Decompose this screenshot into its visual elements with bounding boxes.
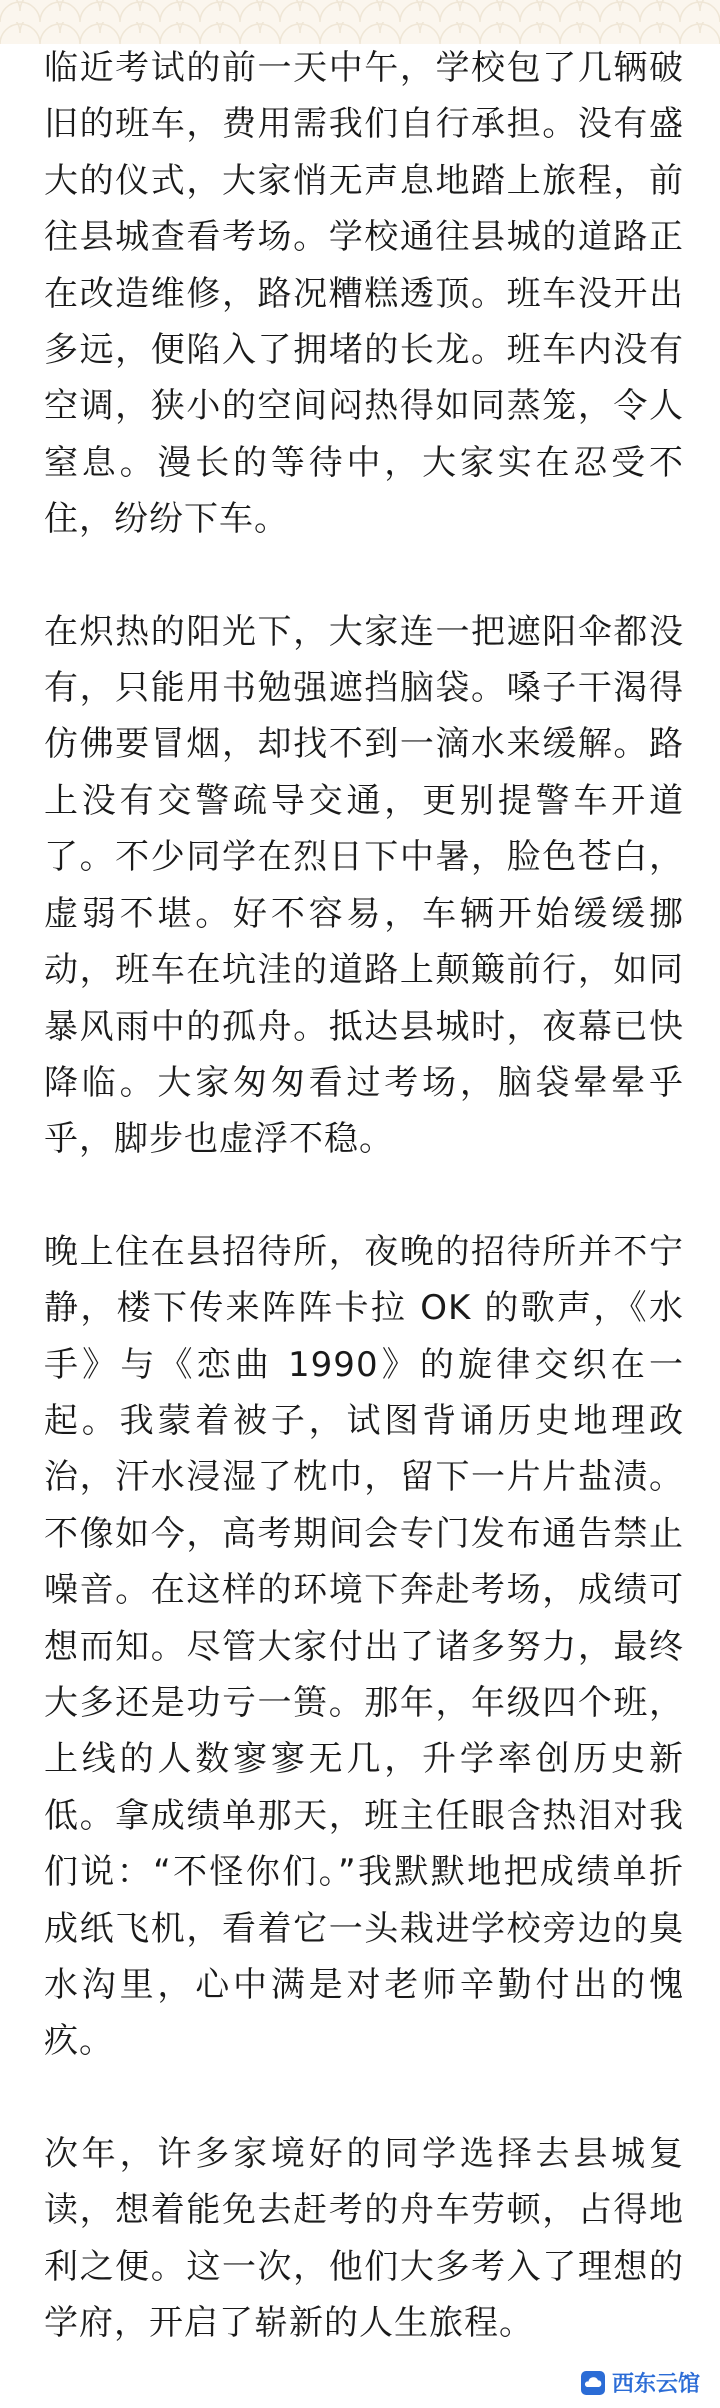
article-body bbox=[44, 40, 684, 2351]
article-paragraph: 在炽热的阳光下，大家连一把遮阳伞都没有，只能用书勉强遮挡脑袋。嗓子干渴得仿佛要冒烟，却找不到一滴水来缓解。路上没有交警疏导交通，更别提警车开道了。不少同学在烈日下中暑，脸色苍白，虚弱不堪。好不容易，车辆开始缓缓挪动，班车在坑洼的道路上颠簸前行，如同暴风雨中的孤舟。抵达县城时，夜幕已快降临。大家匆匆看过考场，脑袋晕晕乎乎，脚步也虚浮不稳。 bbox=[44, 611, 684, 1160]
article-paragraph: 晚上住在县招待所，夜晚的招待所并不宁静，楼下传来阵阵卡拉 OK 的歌声，《水手》与《恋曲 1990》的旋律交织在一起。我蒙着被子，试图背诵历史地理政治，汗水浸湿了枕巾，留下一片片盐渍。不像如今，高考期间会专门发布通告禁止噪音。在这样的环境下奔赴考场，成绩可想而知。尽管大家付出了诸多努力，最终大多还是功亏一篑。那年，年级四个班，上线的人数寥寥无几，升学率创历史新低。拿成绩单那天，班主任眼含热泪对我们说：“不怪你们。”我默默地把成绩单折成纸飞机，看着它一头栽进学校旁边的臭水沟里，心中满是对老师辛勤付出的愧疚。 bbox=[44, 1231, 684, 2062]
cloud-logo-icon bbox=[580, 2370, 606, 2396]
site-watermark bbox=[574, 2365, 706, 2400]
scallop-pattern bbox=[0, 0, 720, 44]
watermark-text: 西东云馆 bbox=[611, 2372, 700, 2397]
article-paragraph: 次年，许多家境好的同学选择去县城复读，想着能免去赶考的舟车劳顿，占得地利之便。这一次，他们大多考入了理想的学府，开启了崭新的人生旅程。 bbox=[44, 2133, 684, 2344]
article-paragraph: 临近考试的前一天中午，学校包了几辆破旧的班车，费用需我们自行承担。没有盛大的仪式，大家悄无声息地踏上旅程，前往县城查看考场。学校通往县城的道路正在改造维修，路况糟糕透顶。班车没开出多远，便陷入了拥堵的长龙。班车内没有空调，狭小的空间闷热得如同蒸笼，令人窒息。漫长的等待中，大家实在忍受不住，纷纷下车。 bbox=[44, 48, 684, 540]
decorative-header-band bbox=[0, 0, 720, 44]
